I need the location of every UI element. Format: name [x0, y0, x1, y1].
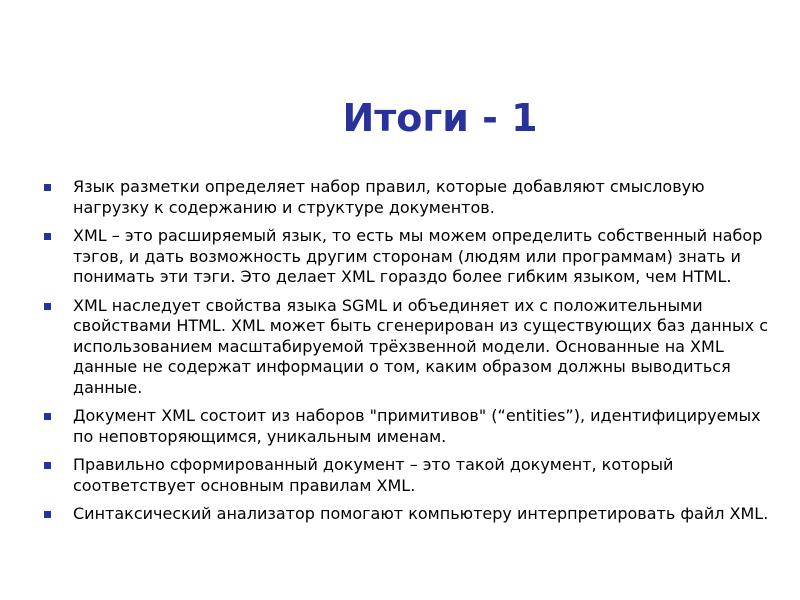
bullet-item: [44, 296, 780, 399]
bullet-text: XML – это расширяемый язык, то есть мы можем определить собственный набор тэгов, и дать возможность другим сторонам (людям или программам) знать и понимать эти тэги. Это делает XML гораздо более гибким языком, чем HTML.: [73, 226, 763, 286]
bullet-square-icon: [44, 455, 73, 469]
bullet-item: [44, 177, 780, 218]
bullet-text: Язык разметки определяет набор правил, которые добавляют смысловую нагрузку к содержанию и структуре документов.: [73, 177, 705, 217]
bullet-list: [44, 177, 780, 533]
bullet-text: XML наследует свойства языка SGML и объединяет их с положительными свойствами HTML. XML может быть сгенерирован из существующих баз данных с использованием масштабируемой трёхзвенной модели. Основанные на XML данные не содержат информации о том, каким образом должны выводиться данные.: [73, 295, 768, 397]
bullet-item: [44, 406, 780, 447]
bullet-square-icon: [44, 226, 73, 240]
bullet-text: Синтаксический анализатор помогают компьютеру интерпретировать файл XML.: [73, 504, 769, 523]
bullet-square-icon: [44, 406, 73, 420]
slide-title: Итоги - 1: [342, 96, 538, 140]
bullet-square-icon: [44, 504, 73, 518]
bullet-item: [44, 226, 780, 288]
bullet-item: [44, 504, 780, 525]
bullet-text: Документ XML состоит из наборов "примитивов" (“entities”), идентифицируемых по неповторяющимся, уникальным именам.: [73, 406, 761, 446]
bullet-text: Правильно сформированный документ – это такой документ, который соответствует основным правилам XML.: [73, 455, 674, 495]
bullet-square-icon: [44, 296, 73, 310]
bullet-item: [44, 455, 780, 496]
bullet-square-icon: [44, 177, 73, 191]
